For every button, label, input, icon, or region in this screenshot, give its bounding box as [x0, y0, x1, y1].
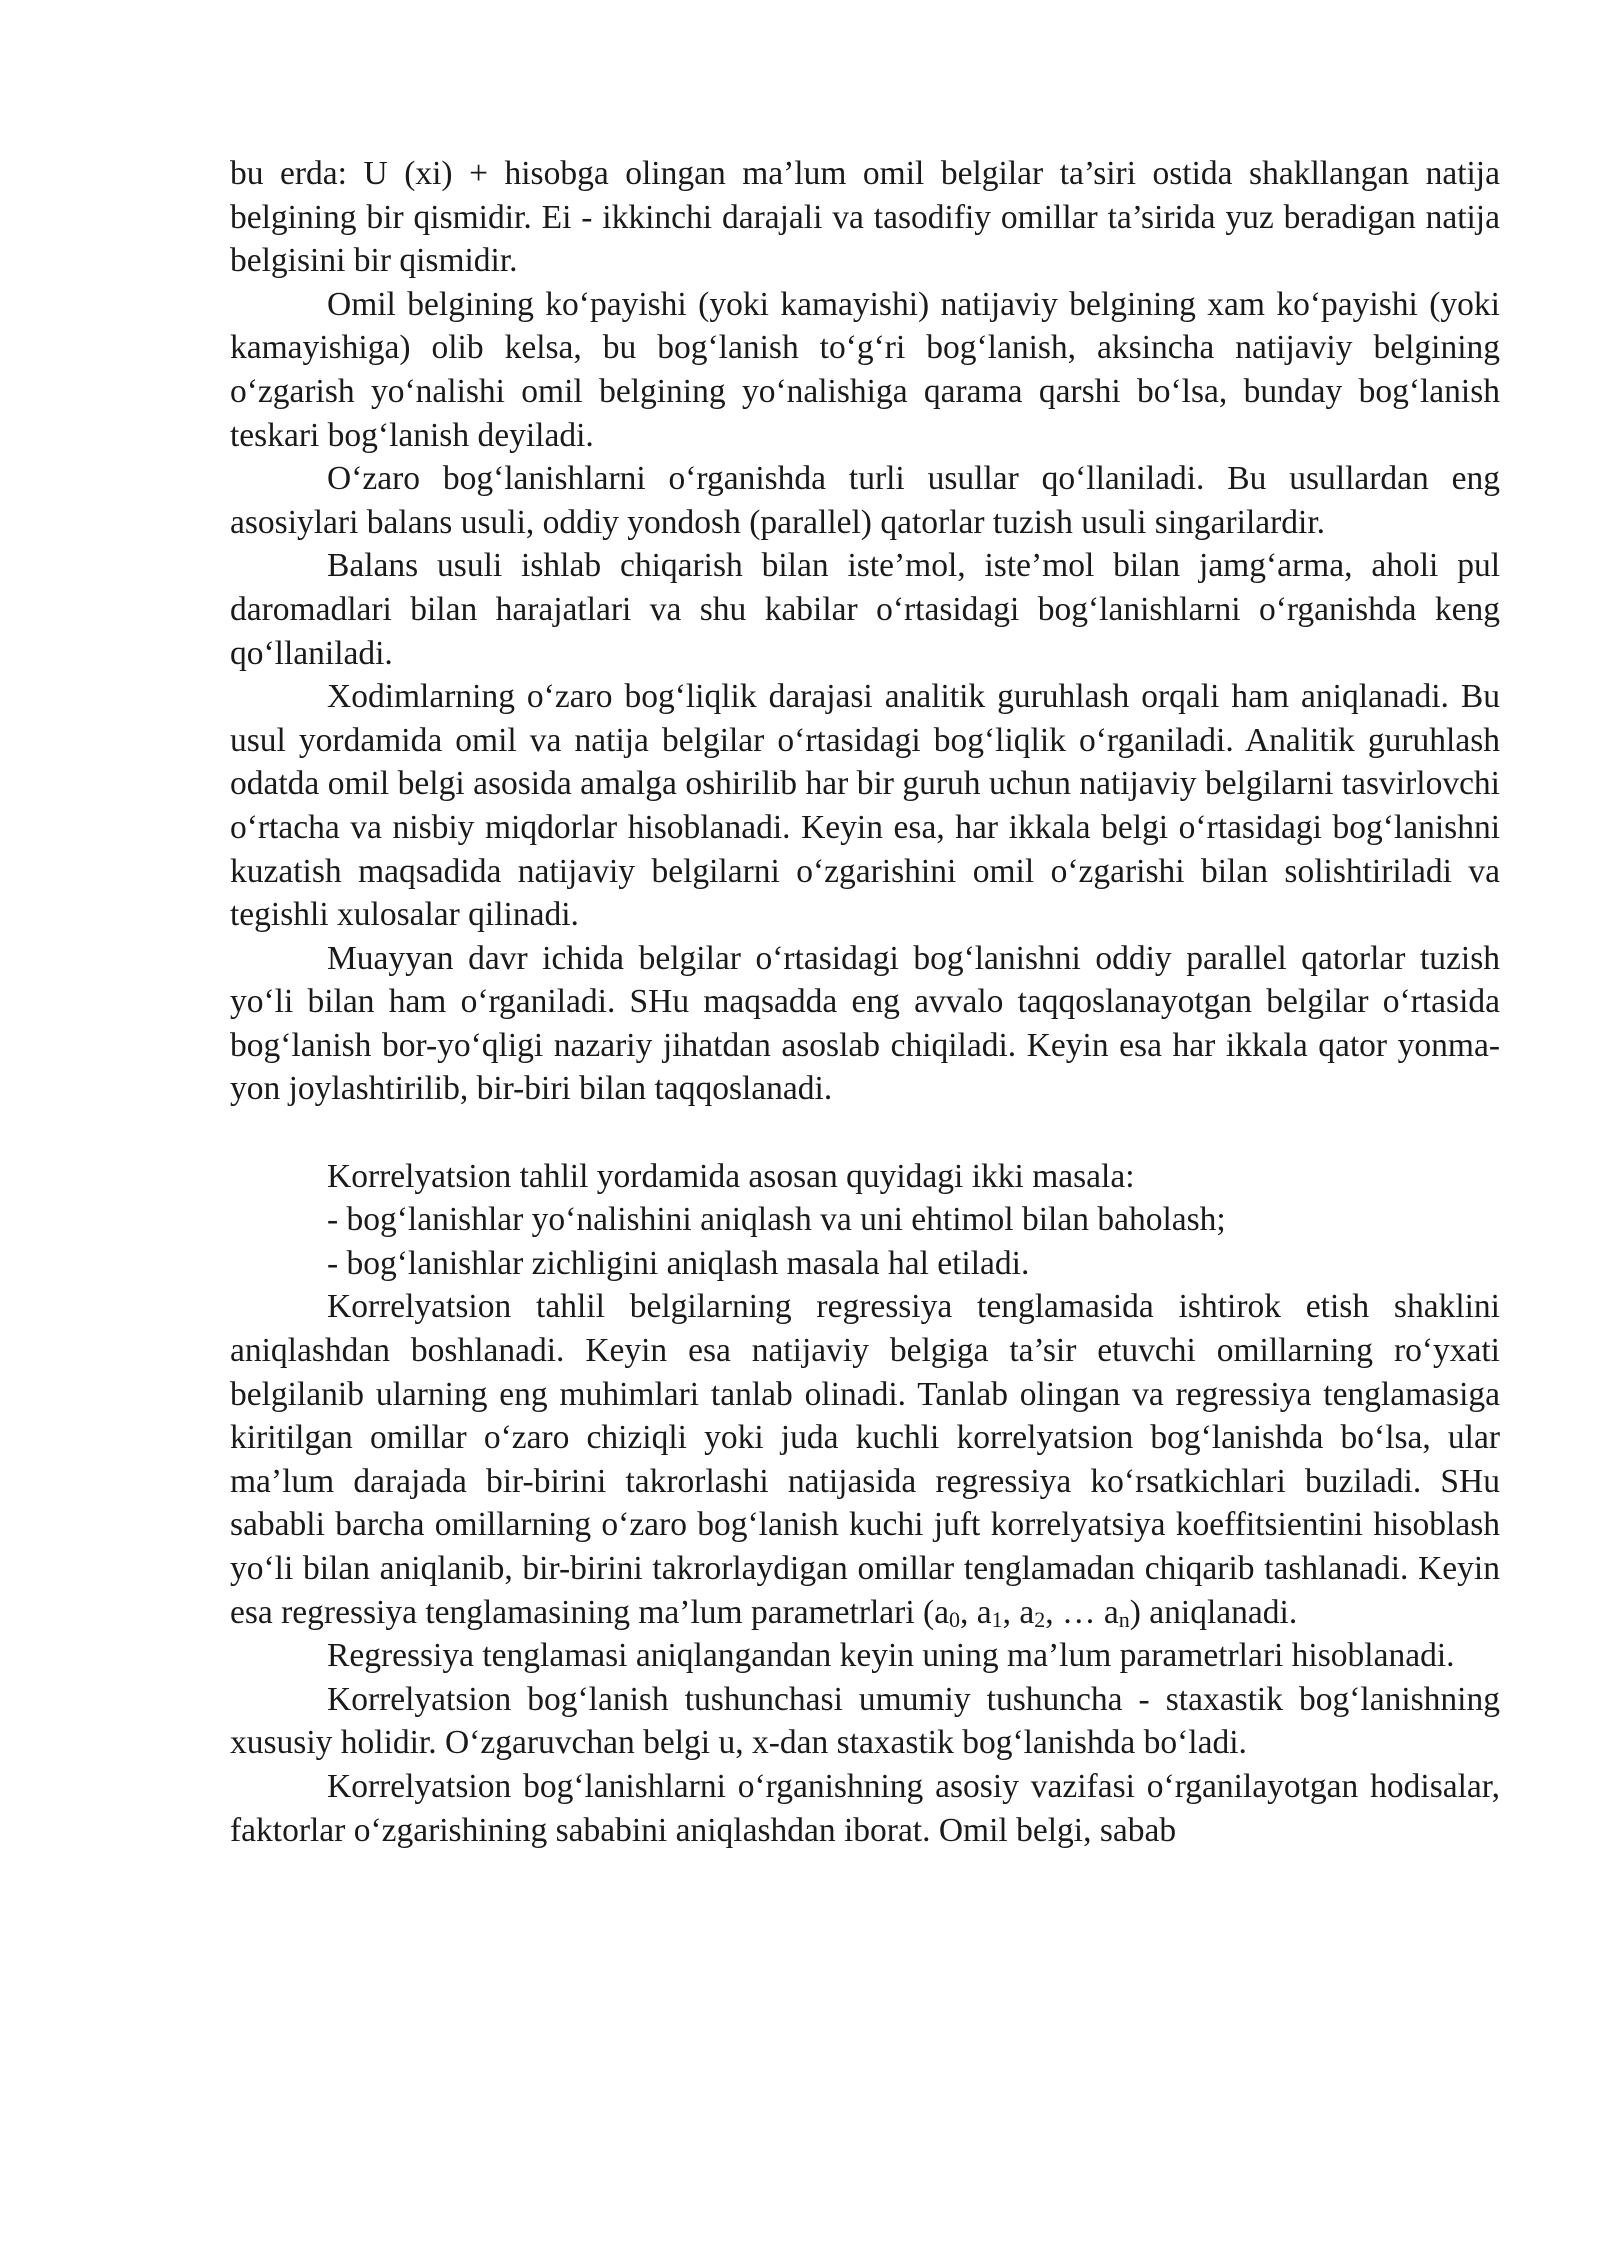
paragraph-balance-method: Balans usuli ishlab chiqarish bilan iste’mol, iste’mol bilan jamg‘arma, aholi pul daromadlari bilan harajatlari va shu kabilar o‘rtasidagi bog‘lanishlarni o‘rganishda keng qo‘llaniladi.	[230, 547, 1500, 672]
paragraph-main-task: Korrelyatsion bog‘lanishlarni o‘rganishning asosiy vazifasi o‘rganilayotgan hodisalar, faktorlar o‘zgarishining sababini aniqlashdan iborat. Omil belgi, sabab	[230, 1767, 1500, 1849]
paragraph-regression-text: Korrelyatsion tahlil belgilarning regressiya tenglamasida ishtirok etish shaklini aniqlashdan boshlanadi. Keyin esa natijaviy belgiga ta’sir etuvchi omillarning ro‘yxati belgilanib ularning eng muhimlari tanlab olinadi. Tanlab olingan va regressiya tenglamasiga kiritilgan omillar o‘zaro chiziqli yoki juda kuchli korrelyatsion bog‘lanishda bo‘lsa, ular ma’lum darajada bir-birini takrorlashi natijasida regressiya ko‘rsatkichlari buziladi. SHu sababli barcha omillarning o‘zaro bog‘lanish kuchi juft korrelyatsiya koeffitsientini hisoblash yo‘li bilan aniqlanib, bir-birini takrorlaydigan omillar tenglamadan chiqarib tashlanadi. Keyin esa regressiya tenglamasining ma’lum parametrlari (a	[230, 1288, 1500, 1631]
paragraph-regression-end: ) aniqlanadi.	[1129, 1593, 1298, 1631]
subscript-0: 0	[949, 1606, 961, 1632]
paragraph-parameters: Regressiya tenglamasi aniqlangandan keyin uning ma’lum parametrlari hisoblanadi.	[327, 1637, 1455, 1675]
paragraph-analytic-grouping: Xodimlarning o‘zaro bog‘liqlik darajasi analitik guruhlash orqali ham aniqlanadi. Bu usul yordamida omil va natija belgilar o‘rtasidagi bog‘liqlik o‘rganiladi. Analitik guruhlash odatda omil belgi asosida amalga oshirilib har bir guruh uchun natijaviy belgilarni tasvirlovchi o‘rtacha va nisbiy miqdorlar hisoblanadi. Keyin esa, har ikkala belgi o‘rtasidagi bog‘lanishni kuzatish maqsadida natijaviy belgilarni o‘zgarishini omil o‘zgarishi bilan solishtiriladi va tegishli xulosalar qilinadi.	[230, 678, 1500, 934]
paragraph-stochastic: Korrelyatsion bog‘lanish tushunchasi umumiy tushuncha - staxastik bog‘lanishning xususiy holidir. O‘zgaruvchan belgi u, x-dan staxastik bog‘lanishda bo‘ladi.	[230, 1680, 1500, 1762]
document-page	[230, 152, 1500, 1852]
paragraph-direct-inverse: Omil belgining ko‘payishi (yoki kamayishi) natijaviy belgining xam ko‘payishi (yoki kamayishiga) olib kelsa, bu bog‘lanish to‘g‘ri bog‘lanish, aksincha natijaviy belgining o‘zgarish yo‘nalishi omil belgining yo‘nalishiga qarama qarshi bo‘lsa, bunday bog‘lanish teskari bog‘lanish deyiladi.	[230, 285, 1500, 454]
paragraph-correlation-tasks: Korrelyatsion tahlil yordamida asosan quyidagi ikki masala:	[327, 1157, 1135, 1195]
separator: , … a	[1045, 1593, 1119, 1631]
paragraph-parallel-series: Muayyan davr ichida belgilar o‘rtasidagi bog‘lanishni oddiy parallel qatorlar tuzish yo‘li bilan ham o‘rganiladi. SHu maqsadda eng avvalo taqqoslanayotgan belgilar o‘rtasida bog‘lanish bor-yo‘qligi nazariy jihatdan asoslab chiqiladi. Keyin esa har ikkala qator yonma-yon joylashtirilib, bir-biri bilan taqqoslanadi.	[230, 939, 1500, 1108]
list-item: - bog‘lanishlar zichligini aniqlash masala hal etiladi.	[327, 1244, 1030, 1282]
list-item: - bog‘lanishlar yo‘nalishini aniqlash va uni ehtimol bilan baholash;	[327, 1201, 1226, 1239]
subscript-2: 2	[1034, 1606, 1046, 1632]
paragraph-methods: O‘zaro bog‘lanishlarni o‘rganishda turli usullar qo‘llaniladi. Bu usullardan eng asosiylari balans usuli, oddiy yondosh (parallel) qatorlar tuzish usuli singarilardir.	[230, 460, 1500, 541]
paragraph-definition: bu erda: U (xi) + hisobga olingan ma’lum omil belgilar ta’siri ostida shakllangan natija belgining bir qismidir. Ei - ikkinchi darajali va tasodifiy omillar ta’sirida yuz beradigan natija belgisini bir qismidir.	[230, 155, 1500, 280]
separator: , a	[960, 1593, 992, 1631]
separator: , a	[1002, 1593, 1035, 1631]
paragraph-regression	[230, 1285, 1500, 1634]
subscript-1: 1	[991, 1606, 1003, 1632]
subscript-n: n	[1118, 1606, 1130, 1632]
